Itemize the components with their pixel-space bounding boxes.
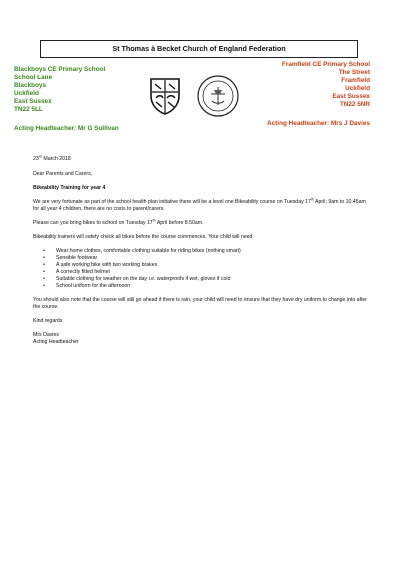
para-suffix: th <box>152 218 156 223</box>
address-line: TN22 5LL <box>14 106 43 113</box>
para-day: 17 <box>305 199 311 205</box>
address-line: Blackboys CE Primary School <box>14 66 106 73</box>
para-text: April before 8.50am. <box>155 220 204 226</box>
list-item: • A safe working bike with two working brakes <box>49 262 373 269</box>
address-line: Framfield CE Primary School <box>281 61 370 68</box>
para-text: We are very fortunate as part of the school health plan initiative there will be a level one Bikeability course on Tuesday <box>33 199 306 205</box>
list-item: • Wear home clothes, comfortable clothing suitable for riding bikes (nothing smart) <box>49 248 373 255</box>
list-item: • Suitable clothing for weather on the day i.e. waterproofs if wet, gloves if cold <box>49 276 373 283</box>
date-rest: March 2018 <box>41 156 71 162</box>
para-text: April; 9am to 10.45am for all year 4 children, there are no costs to parent/carers. <box>33 199 366 212</box>
federation-banner: St Thomas à Becket Church of England Federation <box>40 40 358 58</box>
para-suffix: th <box>310 197 314 202</box>
school-crest-icon <box>145 76 185 116</box>
address-line: TN22 5NR <box>339 101 370 108</box>
address-line: The Street <box>338 69 370 76</box>
framfield-headteacher: Acting Headteacher: Mrs J Davies <box>267 120 370 127</box>
signer-name: Mrs Davies <box>33 332 59 338</box>
address-line: Uckfield <box>345 85 370 92</box>
address-line: East Sussex <box>332 93 370 100</box>
signer-title: Acting Headteacher <box>33 339 79 345</box>
signoff: Kind regards <box>33 318 63 324</box>
list-item: • School uniform for the afternoon <box>49 283 373 290</box>
date-day: 23 <box>33 156 39 162</box>
list-item: • Sensible footwear <box>49 255 373 262</box>
date-suffix: rd <box>38 154 42 159</box>
needs-list <box>33 248 373 290</box>
paragraph-course <box>33 199 373 213</box>
letter-body <box>33 156 373 346</box>
blackboys-headteacher: Acting Headteacher: Mr G Sullivan <box>14 125 119 132</box>
address-line: Uckfield <box>14 90 39 97</box>
letter-date <box>33 156 373 163</box>
list-item: • A correctly fitted helmet <box>49 269 373 276</box>
framfield-address <box>282 61 370 109</box>
address-line: Framfield <box>341 77 370 84</box>
para-text: Please can you bring bikes to school on Tuesday 17 <box>33 220 153 226</box>
school-seal-icon <box>196 74 240 118</box>
salutation: Dear Parents and Carers, <box>33 171 93 177</box>
paragraph-rain: You should also note that the course will still go ahead if there is rain, your child will need to ensure that they have dry uniform to change into after the course. <box>33 297 368 310</box>
paragraph-bikes <box>33 220 373 227</box>
address-line: Blackboys <box>14 82 46 89</box>
blackboys-address <box>14 66 105 114</box>
paragraph-safety: Bikeability trainers will safety check all bikes before the course commences. Your child will need <box>33 234 253 240</box>
letter-subject: Bikeability Training for year 4 <box>33 185 106 191</box>
address-line: East Sussex <box>14 98 52 105</box>
address-line: School Lane <box>14 74 52 81</box>
